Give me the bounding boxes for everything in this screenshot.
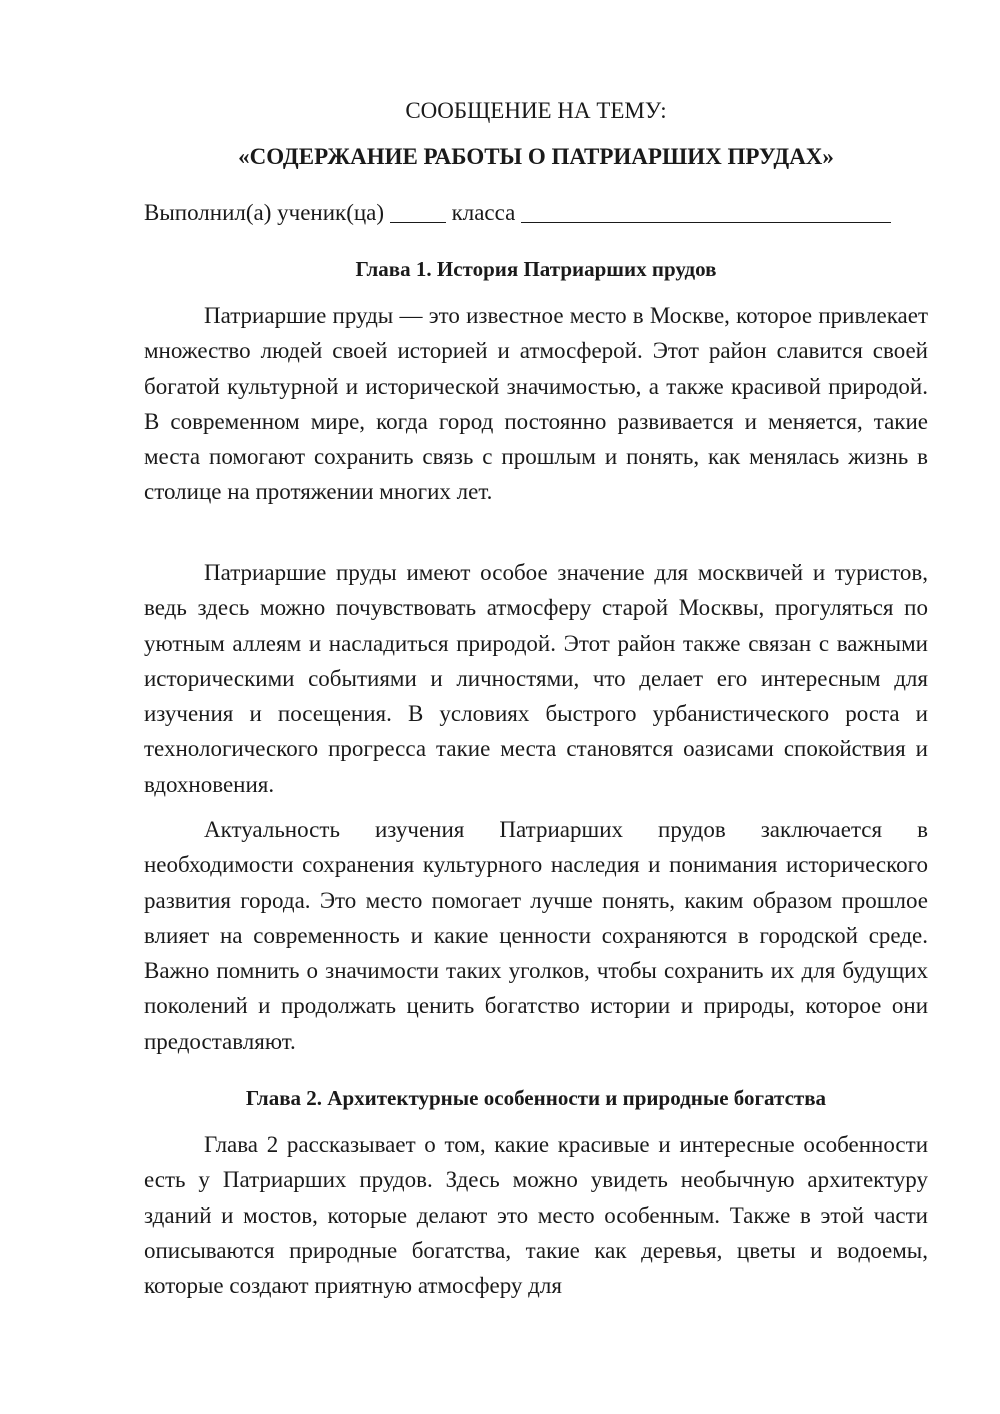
chapter-1-heading: Глава 1. История Патриарших прудов <box>355 257 717 281</box>
document-title-line-1: СООБЩЕНИЕ НА ТЕМУ: <box>405 98 667 123</box>
student-name-blank <box>521 202 891 223</box>
document-title-line-2: «СОДЕРЖАНИЕ РАБОТЫ О ПАТРИАРШИХ ПРУДАХ» <box>238 144 834 169</box>
chapter-1-paragraph-3: Актуальность изучения Патриарших прудов заключается в необходимости сохранения культурного наследия и понимания исторического развития города. Это место помогает лучше понять, каким образом прошлое влияет на современность и какие ценности сохраняются в городской среде. Важно помнить о значимости таких уголков, чтобы сохранить их для будущих поколений и продолжать ценить богатство истории и природы, которое они предоставляют. <box>144 817 928 1054</box>
chapter-1-paragraph-1: Патриаршие пруды — это известное место в Москве, которое привлекает множество людей своей историей и атмосферой. Этот район славится своей богатой культурной и исторической значимостью, а также красивой природой. В современном мире, когда город постоянно развивается и меняется, такие места помогают сохранить связь с прошлым и понять, как менялась жизнь в столице на протяжении многих лет. <box>144 303 928 505</box>
class-number-blank <box>390 202 446 223</box>
author-prefix: Выполнил(а) ученик(ца) <box>144 200 385 225</box>
chapter-2-heading: Глава 2. Архитектурные особенности и природные богатства <box>245 1086 827 1110</box>
author-line <box>144 199 928 227</box>
chapter-2-paragraph-1: Глава 2 рассказывает о том, какие красивые и интересные особенности есть у Патриарших прудов. Здесь можно увидеть необычную архитектуру зданий и мостов, которые делают это место особенным. Также в этой части описываются природные богатства, такие как деревья, цветы и водоемы, которые создают приятную атмосферу для <box>144 1132 928 1299</box>
chapter-1-paragraph-2: Патриаршие пруды имеют особое значение для москвичей и туристов, ведь здесь можно почувствовать атмосферу старой Москвы, прогуляться по уютным аллеям и насладиться природой. Этот район также связан с важными историческими событиями и личностями, что делает его интересным для изучения и посещения. В условиях быстрого урбанистического роста и технологического прогресса такие места становятся оазисами спокойствия и вдохновения. <box>144 560 928 797</box>
author-class-word: класса <box>451 200 516 225</box>
